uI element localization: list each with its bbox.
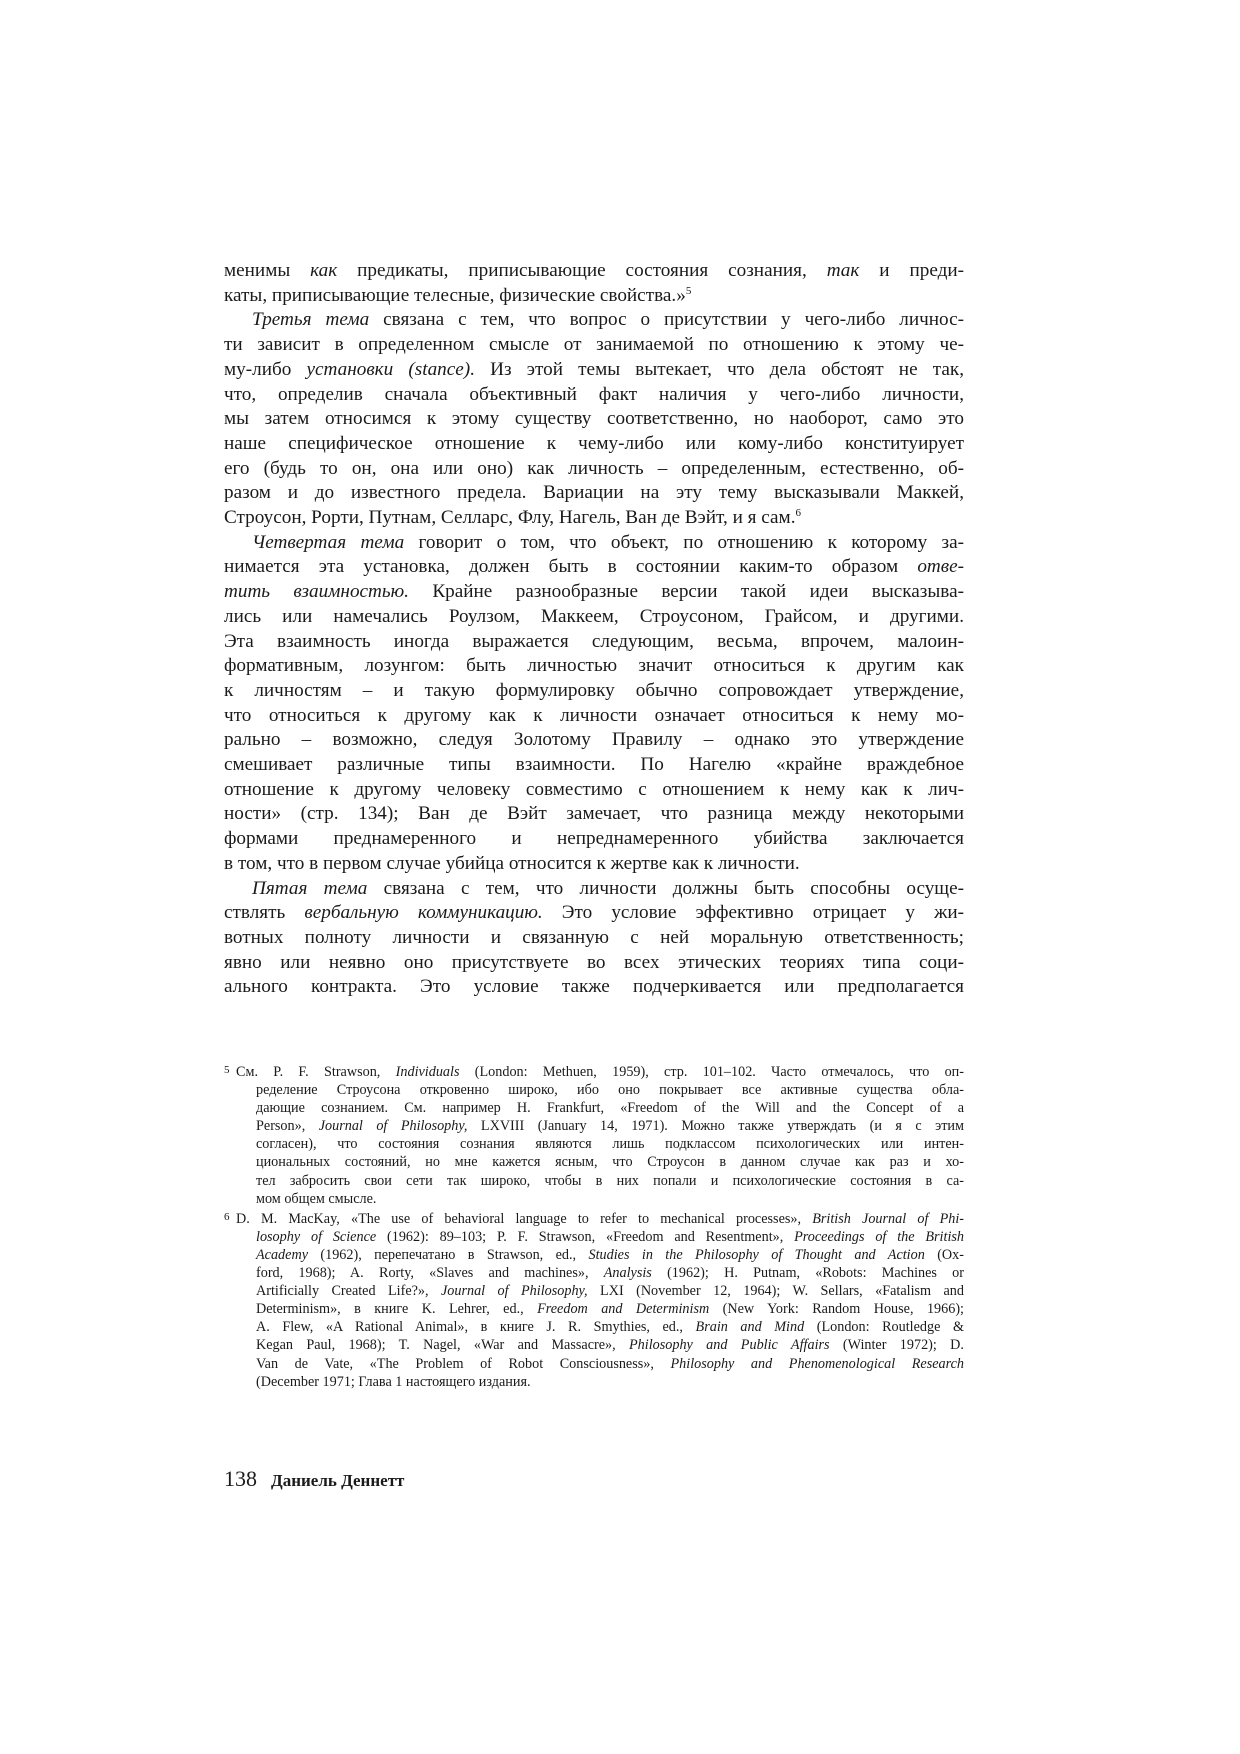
text-run: Person»,	[256, 1118, 319, 1135]
text-run: предикаты, приписывающие состояния сознания,	[337, 260, 827, 281]
text-run: LXI (November 12, 1964); W. Sellars, «Fatalism and	[587, 1283, 964, 1300]
text-line	[256, 1081, 964, 1099]
text-run: (1962); H. Putnam, «Robots: Machines or	[651, 1265, 964, 1282]
text-run: согласен), что состояния сознания являются лишь подклассом психологических или интен-	[256, 1136, 964, 1153]
text-run: Kegan Paul, 1968); T. Nagel, «War and Massacre»,	[256, 1337, 629, 1354]
text-run: говорит о том, что объект, по отношению к которому за-	[404, 531, 964, 553]
text-line	[224, 679, 964, 704]
text-run: и преди-	[859, 260, 965, 281]
text-line	[256, 1099, 964, 1117]
text-run: См. P. F. Strawson,	[236, 1064, 396, 1080]
text-run: (Winter 1972); D.	[829, 1337, 964, 1354]
italic-text: Individuals	[395, 1064, 460, 1080]
text-run: ford, 1968); A. Rorty, «Slaves and machines»,	[256, 1265, 604, 1282]
text-line	[224, 654, 964, 679]
text-run: лись или намечались Роулзом, Маккеем, Строусоном, Грайсом, и другими.	[224, 605, 964, 627]
text-line	[224, 852, 964, 877]
text-run: му-либо	[224, 358, 307, 380]
text-line	[236, 1063, 964, 1081]
text-line	[256, 1135, 964, 1153]
text-run: A. Flew, «A Rational Animal», в книге J. R. Smythies, ed.,	[256, 1319, 696, 1336]
text-run: циональных состояний, но мне кажется ясным, что Строусон в данном случае как раз и хо-	[256, 1154, 964, 1171]
text-run: ределение Строусона откровенно широко, ибо оно покрывает все активные существа обла-	[256, 1082, 964, 1099]
text-line	[224, 951, 964, 976]
italic-text: Freedom and Determinism	[537, 1301, 710, 1318]
italic-text: Philosophy and Phenomenological Research	[670, 1355, 964, 1372]
italic-text: Academy	[256, 1246, 308, 1263]
text-run: (London: Methuen, 1959), стр. 101–102. Часто отмечалось, что оп-	[459, 1064, 964, 1080]
italic-text: вербальную коммуникацию.	[304, 902, 543, 924]
text-run: связана с тем, что личности должны быть способны осуще-	[367, 877, 964, 899]
italic-text: так	[826, 260, 860, 281]
text-line	[224, 605, 964, 630]
text-run: D. M. MacKay, «The use of behavioral language to refer to mechanical processes»,	[236, 1210, 813, 1227]
text-run: формами преднамеренного и непреднамеренного убийства заключается	[224, 828, 964, 850]
italic-text: Studies in the Philosophy of Thought and Action	[588, 1246, 925, 1263]
text-line	[256, 1172, 964, 1190]
text-line	[224, 333, 964, 358]
text-run: отношение к другому человеку совместимо с отношением к нему как к лич-	[224, 778, 964, 800]
text-line	[224, 877, 964, 902]
footnotes-block	[224, 1063, 964, 1393]
text-line	[256, 1190, 964, 1208]
text-run: явно или неявно оно присутствуете во всех этических теориях типа соци-	[224, 951, 964, 973]
italic-text: Analysis	[603, 1265, 652, 1282]
text-run: мом общем смысле.	[256, 1190, 377, 1207]
text-line	[224, 728, 964, 753]
text-run: вотных полноту личности и связанную с ней моральную ответственность;	[224, 926, 964, 948]
text-line	[224, 259, 964, 284]
text-run: ти зависит в определенном смысле от занимаемой по отношению к этому че-	[224, 334, 964, 356]
footnote-5	[224, 1063, 964, 1208]
text-line	[256, 1300, 964, 1318]
text-line	[256, 1153, 964, 1171]
italic-text: Четвертая тема	[252, 531, 405, 553]
text-line	[224, 827, 964, 852]
author-name: Даниель Деннетт	[271, 1471, 405, 1490]
text-line	[224, 531, 964, 556]
text-run: (Ox-	[924, 1246, 964, 1263]
italic-text: отве-	[917, 556, 964, 578]
text-run: каты, приписывающие телесные, физические свойства.»	[224, 284, 686, 306]
text-run: рально – возможно, следуя Золотому Правилу – однако это утверждение	[224, 729, 964, 751]
text-run: нимается эта установка, должен быть в состоянии каким-то образом	[224, 556, 918, 578]
text-line	[224, 926, 964, 951]
italic-text: Philosophy and Public Affairs	[629, 1337, 830, 1354]
text-line	[256, 1336, 964, 1354]
text-run: менимы	[224, 260, 311, 281]
text-line	[256, 1282, 964, 1300]
text-run: Из этой темы вытекает, что дела обстоят не так,	[475, 358, 965, 380]
text-line	[224, 457, 964, 482]
text-line	[224, 481, 964, 506]
italic-text: British Journal of Phi-	[812, 1210, 964, 1227]
text-line	[256, 1318, 964, 1336]
text-run: формативным, лозунгом: быть личностью значит относиться к другим как	[224, 655, 964, 677]
italic-text: Proceedings of the British	[794, 1228, 964, 1245]
text-line	[224, 506, 964, 531]
text-run: наше специфическое отношение к чему-либо или кому-либо конституирует	[224, 432, 964, 454]
text-run: мы затем относимся к этому существу соответственно, но наоборот, само это	[224, 408, 964, 430]
text-run: (1962): 89–103; P. F. Strawson, «Freedom and Resentment»,	[376, 1228, 795, 1245]
text-run: Это условие эффективно отрицает у жи-	[542, 902, 964, 924]
text-line	[256, 1373, 964, 1391]
text-line	[256, 1355, 964, 1373]
footnote-6	[224, 1210, 964, 1391]
italic-text: Journal of Philosophy,	[440, 1283, 588, 1300]
main-text-block	[224, 259, 964, 1000]
text-run: Строусон, Рорти, Путнам, Селларс, Флу, Нагель, Ван де Вэйт, и я сам.	[224, 507, 796, 529]
text-run: Determinism», в книге K. Lehrer, ed.,	[256, 1301, 538, 1318]
footnote-number: 6	[224, 1210, 230, 1223]
text-run: Artificially Created Life?»,	[256, 1283, 441, 1300]
text-run: в том, что в первом случае убийца относится к жертве как к личности.	[224, 852, 800, 874]
text-run: LXVIII (January 14, 1971). Можно также утверждать (и я с этим	[467, 1118, 964, 1135]
italic-text: Пятая тема	[252, 877, 368, 899]
text-line	[256, 1117, 964, 1135]
text-run: к личностям – и такую формулировку обычно сопровождает утверждение,	[224, 679, 964, 701]
italic-text: Brain and Mind	[695, 1319, 805, 1336]
italic-text: тить взаимностью.	[224, 581, 409, 603]
text-line	[224, 284, 964, 309]
text-run: ствлять	[224, 902, 305, 924]
text-line	[224, 753, 964, 778]
text-run: что относиться к другому как к личности означает относиться к нему мо-	[224, 704, 964, 726]
text-run: что, определив сначала объективный факт наличия у чего-либо личности,	[224, 383, 964, 405]
text-line	[224, 778, 964, 803]
page-number: 138	[224, 1466, 257, 1491]
text-run: Эта взаимность иногда выражается следующим, весьма, впрочем, малоин-	[224, 630, 964, 652]
footnote-reference: 5	[685, 284, 692, 297]
text-run: тел забросить свои сети так широко, чтобы в них попали и психологические состояния в са-	[256, 1172, 964, 1189]
text-run: смешивает различные типы взаимности. По Нагелю «крайне враждебное	[224, 754, 964, 776]
text-line	[224, 802, 964, 827]
text-line	[256, 1228, 964, 1246]
text-run: ности» (стр. 134); Ван де Вэйт замечает, что разница между некоторыми	[224, 803, 964, 825]
text-line	[224, 308, 964, 333]
text-line	[224, 358, 964, 383]
text-line	[224, 407, 964, 432]
text-line	[236, 1210, 964, 1228]
italic-text: как	[310, 260, 338, 281]
text-line	[224, 555, 964, 580]
text-run: Крайне разнообразные версии такой идеи высказыва-	[408, 581, 964, 603]
footnote-reference: 6	[795, 507, 801, 520]
text-line	[224, 432, 964, 457]
text-line	[224, 704, 964, 729]
italic-text: Journal of Philosophy,	[318, 1118, 468, 1135]
text-run: ального контракта. Это условие также подчеркивается или предполагается	[224, 976, 964, 998]
text-line	[224, 580, 964, 605]
text-run: (New York: Random House, 1966);	[709, 1301, 964, 1318]
running-footer	[224, 1466, 404, 1492]
italic-text: losophy of Science	[256, 1228, 377, 1245]
text-run: разом и до известного предела. Вариации на эту тему высказывали Маккей,	[224, 482, 964, 504]
text-line	[224, 901, 964, 926]
text-line	[224, 630, 964, 655]
text-run: связана с тем, что вопрос о присутствии у чего-либо личнос-	[369, 309, 964, 331]
text-run: его (будь то он, она или оно) как личность – определенным, естественно, об-	[224, 457, 964, 479]
italic-text: установки (stance).	[306, 358, 475, 380]
text-line	[256, 1246, 964, 1264]
text-line	[256, 1264, 964, 1282]
italic-text: Третья тема	[252, 309, 370, 331]
text-line	[224, 383, 964, 408]
text-line	[224, 975, 964, 1000]
text-run: (London: Routledge &	[804, 1319, 964, 1336]
footnote-number: 5	[224, 1064, 230, 1076]
text-run: (December 1971; Глава 1 настоящего издания.	[256, 1373, 531, 1390]
text-run: дающие сознанием. См. например H. Frankfurt, «Freedom of the Will and the Concept of a	[256, 1100, 964, 1117]
text-run: Van de Vate, «The Problem of Robot Consciousness»,	[256, 1355, 671, 1372]
text-run: (1962), перепечатано в Strawson, ed.,	[308, 1246, 589, 1263]
